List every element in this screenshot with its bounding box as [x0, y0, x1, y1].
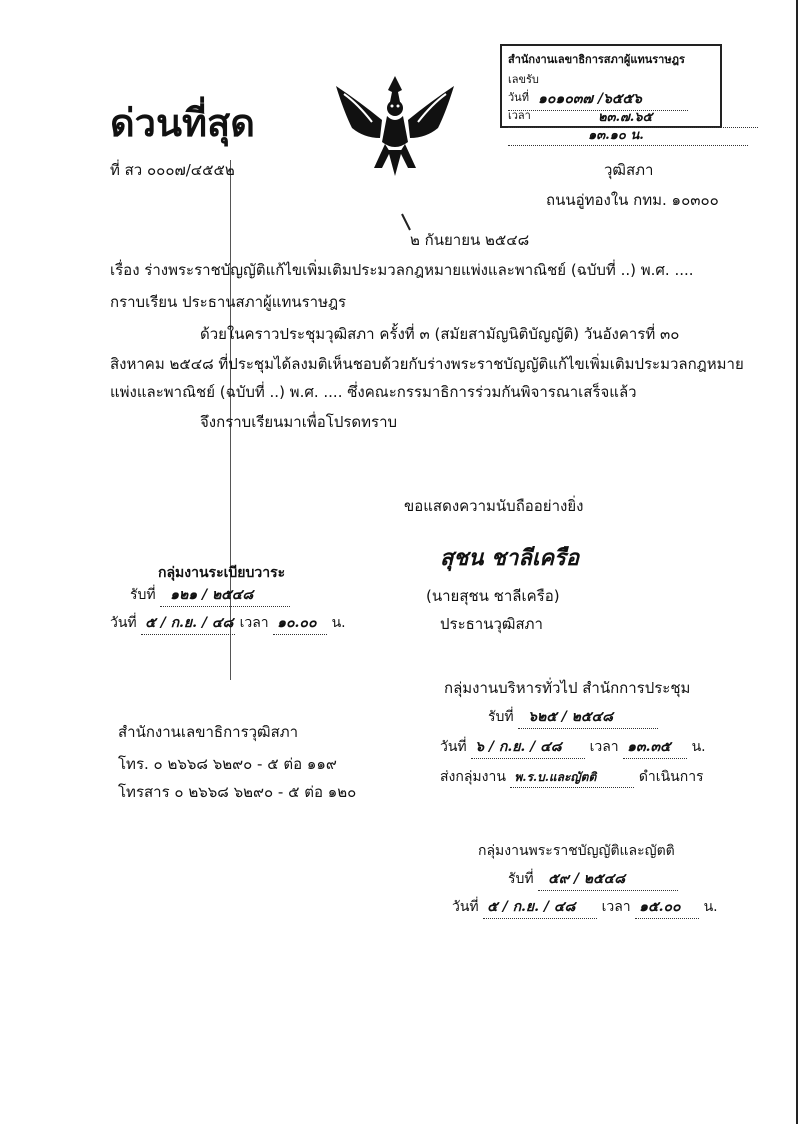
reception-stamp-label: เลขรับ: [508, 73, 539, 86]
bill-stamp-time-value: ๑๕.๐๐: [635, 896, 699, 919]
reference-number: ที่ สว ๐๐๐๗/๔๕๕๒: [110, 161, 235, 179]
registry-stamp-receive-value: ๑๒๑ / ๒๕๔๘: [160, 584, 290, 607]
admin-stamp-time-label: เวลา: [589, 739, 619, 755]
admin-stamp-forward-value: พ.ร.บ.และญัตติ: [510, 768, 634, 788]
sender-address-line: วุฒิสภา: [604, 161, 654, 179]
admin-stamp-time-value: ๑๓.๓๕: [623, 736, 687, 759]
bill-stamp-title: กลุ่มงานพระราชบัญญัติและญัตติ: [478, 843, 675, 859]
registry-stamp-time-label: เวลา: [239, 615, 269, 631]
closing-phrase: ขอแสดงความนับถืออย่างยิ่ง: [404, 497, 584, 515]
bill-stamp-receive: [508, 868, 678, 891]
admin-stamp-forward-label: ส่งกลุ่มงาน: [440, 769, 506, 785]
reception-stamp-value: ๑๓.๑๐ น.: [508, 124, 748, 146]
signer-title: ประธานวุฒิสภา: [440, 615, 543, 633]
contact-office: สำนักงานเลขาธิการวุฒิสภา: [118, 723, 299, 741]
reception-stamp-label: เวลา: [508, 109, 531, 122]
admin-stamp-receive: [488, 706, 658, 729]
sender-address-line: ถนนอู่ทองใน กทม. ๑๐๓๐๐: [546, 191, 719, 209]
registry-stamp-unit: น.: [331, 615, 346, 631]
signature: สุชน ชาลีเครือ: [440, 545, 580, 571]
contact-fax: โทรสาร ๐ ๒๖๖๘ ๖๒๙๐ - ๕ ต่อ ๑๒๐: [118, 783, 357, 801]
registry-stamp-date: [110, 612, 346, 635]
bill-stamp-date-value: ๕ / ก.ย. / ๔๘: [483, 896, 597, 919]
reception-stamp-label: วันที่: [508, 91, 529, 104]
admin-stamp-date: [440, 736, 706, 759]
letter-subject: เรื่อง ร่างพระราชบัญญัติแก้ไขเพิ่มเติมประมวลกฎหมายแพ่งและพาณิชย์ (ฉบับที่ ..) พ.ศ. ....: [110, 261, 694, 279]
body-paragraph-line: จึงกราบเรียนมาเพื่อโปรดทราบ: [200, 413, 398, 431]
page-edge: [796, 0, 798, 1124]
admin-stamp-receive-value: ๖๒๕ / ๒๕๔๘: [518, 706, 658, 729]
urgency-label: ด่วนที่สุด: [110, 101, 255, 145]
admin-stamp-action-label: ดำเนินการ: [638, 769, 704, 785]
registry-stamp-receive: [130, 584, 290, 607]
registry-stamp-date-value: ๕ / ก.ย. / ๔๘: [141, 612, 235, 635]
registry-stamp-date-label: วันที่: [110, 615, 137, 631]
body-paragraph-line: แพ่งและพาณิชย์ (ฉบับที่ ..) พ.ศ. .... ซึ่งคณะกรรมาธิการร่วมกันพิจารณาเสร็จแล้ว: [110, 383, 637, 401]
handwritten-mark-icon: [400, 212, 414, 234]
reception-stamp-office: สำนักงานเลขาธิการสภาผู้แทนราษฎร: [508, 53, 685, 66]
letter-date: ๒ กันยายน ๒๕๔๘: [410, 231, 530, 249]
admin-stamp-title: กลุ่มงานบริหารทั่วไป สำนักการประชุม: [444, 679, 691, 697]
bill-stamp-date-label: วันที่: [452, 899, 479, 915]
admin-stamp-forward: [440, 766, 704, 788]
reception-stamp-value: ๒๓.๗.๖๕: [508, 106, 758, 128]
admin-stamp-date-label: วันที่: [440, 739, 467, 755]
bill-stamp-receive-label: รับที่: [508, 871, 534, 887]
contact-telephone: โทร. ๐ ๒๖๖๘ ๖๒๙๐ - ๕ ต่อ ๑๑๙: [118, 755, 337, 773]
body-paragraph-line: ด้วยในคราวประชุมวุฒิสภา ครั้งที่ ๓ (สมัยสามัญนิติบัญญัติ) วันอังคารที่ ๓๐: [200, 325, 680, 343]
admin-stamp-unit: น.: [691, 739, 706, 755]
bill-stamp-time-label: เวลา: [601, 899, 631, 915]
registry-stamp-receive-label: รับที่: [130, 587, 156, 603]
registry-stamp-time-value: ๑๐.๐๐: [273, 612, 327, 635]
bill-stamp-unit: น.: [703, 899, 718, 915]
bill-stamp-receive-value: ๕๙ / ๒๕๔๘: [538, 868, 678, 891]
registry-stamp-title: กลุ่มงานระเบียบวาระ: [158, 565, 286, 581]
reception-stamp-value: ๑๐๑๐๓๗ /๖๕๕๖: [508, 88, 688, 111]
garuda-emblem-icon: [330, 72, 460, 182]
letter-recipient: กราบเรียน ประธานสภาผู้แทนราษฎร: [110, 293, 347, 311]
signer-name: (นายสุชน ชาลีเครือ): [426, 587, 560, 605]
body-paragraph-line: สิงหาคม ๒๕๔๘ ที่ประชุมได้ลงมติเห็นชอบด้วยกับร่างพระราชบัญญัติแก้ไขเพิ่มเติมประมวลกฎหมาย: [110, 355, 744, 373]
reception-stamp: [500, 44, 722, 143]
admin-stamp-receive-label: รับที่: [488, 709, 514, 725]
bill-stamp-date: [452, 896, 718, 919]
reception-stamp-row: [508, 106, 748, 146]
admin-stamp-date-value: ๖ / ก.ย. / ๔๘: [471, 736, 585, 759]
